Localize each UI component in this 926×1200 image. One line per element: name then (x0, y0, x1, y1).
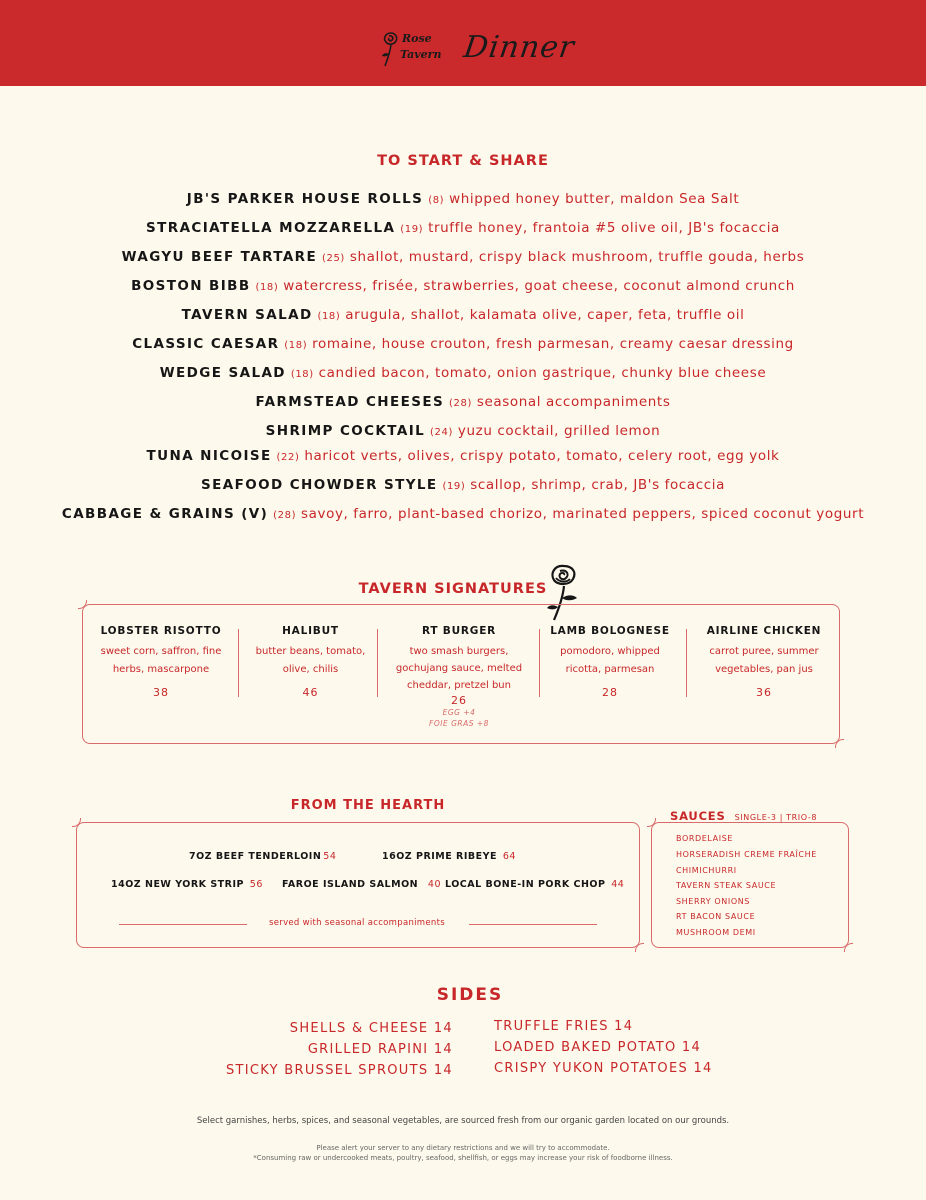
menu-item-name: FARMSTEAD CHEESES (255, 394, 445, 410)
start-share-heading: TO START & SHARE (377, 153, 549, 169)
menu-item-description: seasonal accompaniments (476, 394, 671, 410)
hearth-frame (76, 822, 640, 948)
dish-description: carrot puree, summer vegetables, pan jus (709, 646, 819, 675)
side-item: GRILLED RAPINI 14 (307, 1042, 453, 1057)
menu-item-description: arugula, shallot, kalamata olive, caper, feta, truffle oil (345, 307, 745, 323)
hearth-item: 14OZ NEW YORK STRIP 56 (111, 879, 263, 890)
menu-item-description: candied bacon, tomato, onion gastrique, chunky blue cheese (318, 365, 767, 381)
dietary-note: Please alert your server to any dietary restrictions and we will try to accommodate. (316, 1144, 610, 1152)
menu-item-price: (25) (322, 253, 345, 264)
sauce-item: SHERRY ONIONS (676, 897, 750, 906)
logo-rose-word: Rose (402, 32, 432, 45)
hearth-note: served with seasonal accompaniments (269, 918, 445, 928)
menu-item (0, 448, 926, 464)
menu-item-price: (19) (442, 481, 466, 492)
header-bar (0, 0, 926, 86)
menu-item-description: yuzu cocktail, grilled lemon (457, 423, 661, 439)
garden-note: Select garnishes, herbs, spices, and seasonal vegetables, are sourced fresh from our organic garden located on our grounds. (196, 1116, 730, 1126)
menu-item (0, 307, 926, 323)
menu-item (0, 191, 926, 207)
dish-price: 36 (756, 686, 772, 699)
dish-name: LAMB BOLOGNESE (550, 625, 670, 637)
signature-lamb-bolognese (545, 625, 675, 699)
signature-airline-chicken (695, 625, 833, 699)
sauce-item: TAVERN STEAK SAUCE (676, 881, 777, 890)
menu-item-name: SEAFOOD CHOWDER STYLE (201, 477, 438, 493)
menu-item (0, 336, 926, 352)
menu-item-name: BOSTON BIBB (131, 278, 251, 294)
menu-item-price: (18) (255, 282, 279, 293)
side-item: STICKY BRUSSEL SPROUTS 14 (225, 1063, 453, 1078)
side-item: LOADED BAKED POTATO 14 (494, 1040, 702, 1055)
sauce-item: MUSHROOM DEMI (676, 928, 756, 937)
rose-icon (380, 30, 402, 70)
column-divider (238, 629, 239, 697)
menu-item-description: romaine, house crouton, fresh parmesan, creamy caesar dressing (312, 336, 794, 352)
menu-item-name: WAGYU BEEF TARTARE (121, 249, 318, 265)
sauce-item: HORSERADISH CREME FRAÎCHE (676, 850, 817, 859)
sides-heading: SIDES (436, 985, 504, 1005)
hearth-item: LOCAL BONE-IN PORK CHOP 44 (445, 879, 625, 890)
signature-lobster-risotto (91, 625, 231, 699)
menu-item-price: (22) (276, 452, 300, 463)
dish-description: two smash burgers, gochujang sauce, melted cheddar, pretzel bun (395, 646, 523, 691)
divider-line (119, 924, 247, 925)
menu-item (0, 394, 926, 410)
menu-item (0, 249, 926, 265)
menu-item-name: CABBAGE & GRAINS (V) (61, 506, 269, 522)
menu-item-price: (19) (400, 224, 424, 235)
menu-item-price: (18) (317, 311, 341, 322)
menu-item-price: (24) (430, 427, 453, 438)
dish-price: 28 (602, 686, 618, 699)
column-divider (686, 629, 687, 697)
dish-addon: FOIE GRAS +8 (429, 719, 489, 728)
menu-item (0, 477, 926, 493)
menu-item-description: scallop, shrimp, crab, JB's focaccia (470, 477, 725, 493)
menu-item-description: whipped honey butter, maldon Sea Salt (449, 191, 740, 207)
page-title: Dinner (461, 30, 577, 65)
menu-item-description: savoy, farro, plant-based chorizo, marinated peppers, spiced coconut yogurt (300, 506, 865, 522)
sauce-item: CHIMICHURRI (676, 866, 737, 875)
sauces-pricing: SINGLE-3 | TRIO-8 (734, 813, 818, 822)
logo-tavern-word: Tavern (400, 48, 442, 61)
menu-item-description: watercress, frisée, strawberries, goat cheese, coconut almond crunch (283, 278, 795, 294)
signature-rt-burger (385, 625, 533, 729)
dish-name: RT BURGER (421, 625, 497, 637)
menu-item-price: (8) (428, 195, 445, 206)
dish-price: 38 (153, 686, 169, 699)
menu-item-description: truffle honey, frantoia #5 olive oil, JB's focaccia (428, 220, 780, 236)
dish-name: HALIBUT (282, 625, 339, 637)
hearth-item: 16OZ PRIME RIBEYE 64 (382, 851, 516, 862)
menu-item (0, 506, 926, 522)
menu-item-name: TUNA NICOISE (146, 448, 272, 464)
dish-description: pomodoro, whipped ricotta, parmesan (560, 646, 660, 675)
menu-item-price: (28) (273, 510, 297, 521)
menu-item-name: STRACIATELLA MOZZARELLA (146, 220, 396, 236)
column-divider (539, 629, 540, 697)
hearth-item: 7OZ BEEF TENDERLOIN 54 (189, 851, 337, 862)
dish-description: butter beans, tomato, olive, chilis (255, 646, 366, 675)
dish-price: 46 (302, 686, 319, 699)
signatures-heading: TAVERN SIGNATURES (358, 581, 548, 597)
hearth-item: FAROE ISLAND SALMON 40 (282, 879, 442, 890)
dish-name: AIRLINE CHICKEN (706, 625, 822, 637)
menu-item-name: JB'S PARKER HOUSE ROLLS (186, 191, 424, 207)
signatures-frame (82, 604, 840, 744)
menu-item (0, 423, 926, 439)
menu-item-name: TAVERN SALAD (181, 307, 313, 323)
dish-price: 26 (451, 694, 467, 707)
sauces-frame (651, 822, 849, 948)
side-item: CRISPY YUKON POTATOES 14 (494, 1061, 713, 1076)
menu-item-description: haricot verts, olives, crispy potato, tomato, celery root, egg yolk (304, 448, 780, 464)
side-item: SHELLS & CHEESE 14 (289, 1021, 453, 1036)
dish-addon: EGG +4 (442, 708, 476, 717)
sauce-item: BORDELAISE (676, 834, 734, 843)
menu-item-name: CLASSIC CAESAR (132, 336, 280, 352)
hearth-heading: FROM THE HEARTH (290, 798, 446, 813)
signature-halibut (248, 625, 373, 699)
consumption-warning: *Consuming raw or undercooked meats, poultry, seafood, shellfish, or eggs may increase your risk of foodborne illness. (253, 1154, 673, 1162)
dish-description: sweet corn, saffron, fine herbs, mascarpone (100, 646, 222, 675)
menu-item-price: (18) (290, 369, 314, 380)
dish-name: LOBSTER RISOTTO (100, 625, 222, 637)
sauces-heading: SAUCES (670, 809, 726, 823)
side-item: TRUFFLE FRIES 14 (494, 1019, 634, 1034)
menu-item-description: shallot, mustard, crispy black mushroom, truffle gouda, herbs (349, 249, 805, 265)
menu-item (0, 220, 926, 236)
menu-item (0, 278, 926, 294)
menu-item-name: WEDGE SALAD (159, 365, 286, 381)
divider-line (469, 924, 597, 925)
sauce-item: RT BACON SAUCE (676, 912, 756, 921)
menu-item-name: SHRIMP COCKTAIL (265, 423, 426, 439)
column-divider (377, 629, 378, 697)
menu-item-price: (18) (284, 340, 308, 351)
menu-item (0, 365, 926, 381)
menu-item-price: (28) (449, 398, 472, 409)
logo (380, 28, 580, 74)
